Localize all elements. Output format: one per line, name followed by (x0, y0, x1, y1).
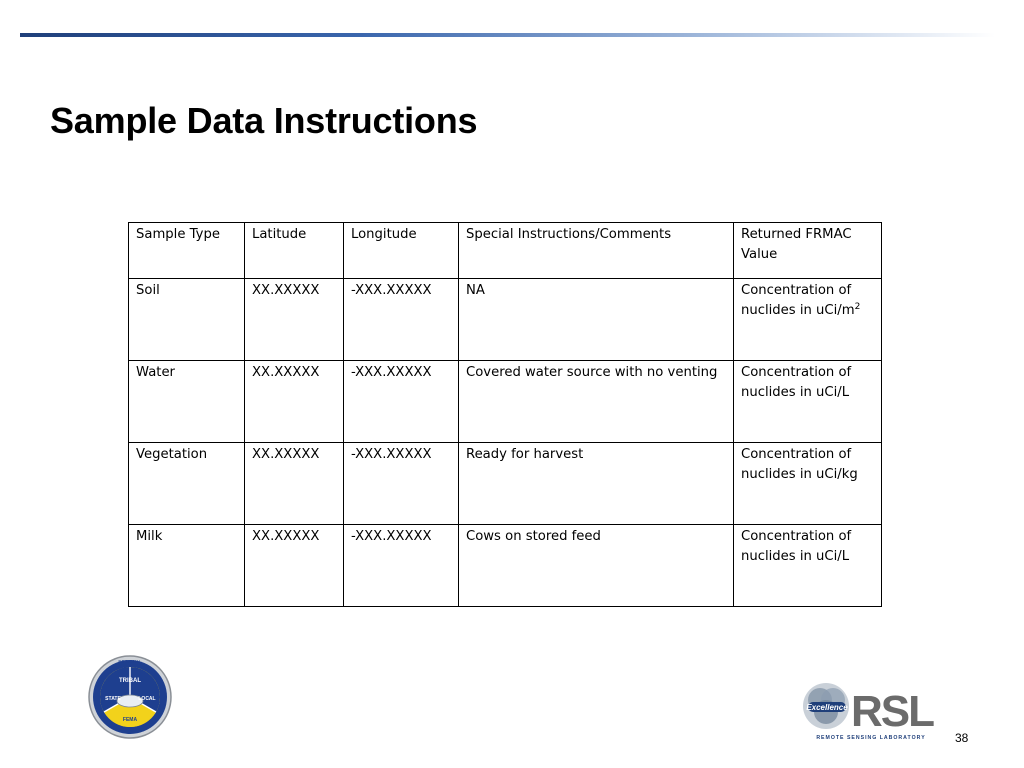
slide-title: Sample Data Instructions (50, 100, 478, 141)
cell-longitude: -XXX.XXXXX (344, 279, 459, 361)
rsl-logo (800, 678, 942, 742)
returned-value-text: Concentration of nuclides in uCi/m (741, 283, 855, 318)
cell-returned-value: Concentration of nuclides in uCi/kg (734, 443, 882, 525)
cell-comments: Covered water source with no venting (459, 361, 734, 443)
cell-latitude: XX.XXXXX (245, 525, 344, 607)
cell-sample-type: Water (129, 361, 245, 443)
column-header-latitude: Latitude (245, 223, 344, 279)
page-number: 38 (955, 731, 969, 745)
cell-sample-type: Milk (129, 525, 245, 607)
table-row (129, 279, 882, 361)
column-header-returned-value: Returned FRMAC Value (734, 223, 882, 279)
cell-latitude: XX.XXXXX (245, 361, 344, 443)
seal-top-text: REGIONAL (118, 659, 142, 664)
cell-longitude: -XXX.XXXXX (344, 443, 459, 525)
cell-sample-type: Vegetation (129, 443, 245, 525)
sample-data-table (128, 222, 882, 607)
column-header-sample-type: Sample Type (129, 223, 245, 279)
cell-comments: Ready for harvest (459, 443, 734, 525)
table-row (129, 443, 882, 525)
cell-latitude: XX.XXXXX (245, 279, 344, 361)
table-row (129, 525, 882, 607)
rsl-mark-text: RSL (851, 687, 933, 736)
cell-sample-type: Soil (129, 279, 245, 361)
cell-latitude: XX.XXXXX (245, 443, 344, 525)
column-header-longitude: Longitude (344, 223, 459, 279)
rsl-badge-text: Excellence (806, 703, 848, 712)
column-header-comments: Special Instructions/Comments (459, 223, 734, 279)
returned-value-superscript: 2 (854, 302, 861, 312)
seal-state-text: STATE (105, 696, 121, 702)
seal-fema-text: FEMA (122, 717, 138, 723)
cell-returned-value: Concentration of nuclides in uCi/L (734, 525, 882, 607)
cell-longitude: -XXX.XXXXX (344, 525, 459, 607)
cell-longitude: -XXX.XXXXX (344, 361, 459, 443)
table-header-row (129, 223, 882, 279)
seal-local-text: LOCAL (138, 696, 156, 702)
cell-returned-value: Concentration of nuclides in uCi/L (734, 361, 882, 443)
cell-comments: Cows on stored feed (459, 525, 734, 607)
seal-tribal-text: TRIBAL (119, 678, 141, 684)
cell-comments: NA (459, 279, 734, 361)
cell-returned-value (734, 279, 882, 361)
rsl-caption-text: REMOTE SENSING LABORATORY (816, 735, 926, 741)
header-rule (20, 33, 995, 37)
partnership-seal-logo (88, 655, 172, 739)
table-row (129, 361, 882, 443)
